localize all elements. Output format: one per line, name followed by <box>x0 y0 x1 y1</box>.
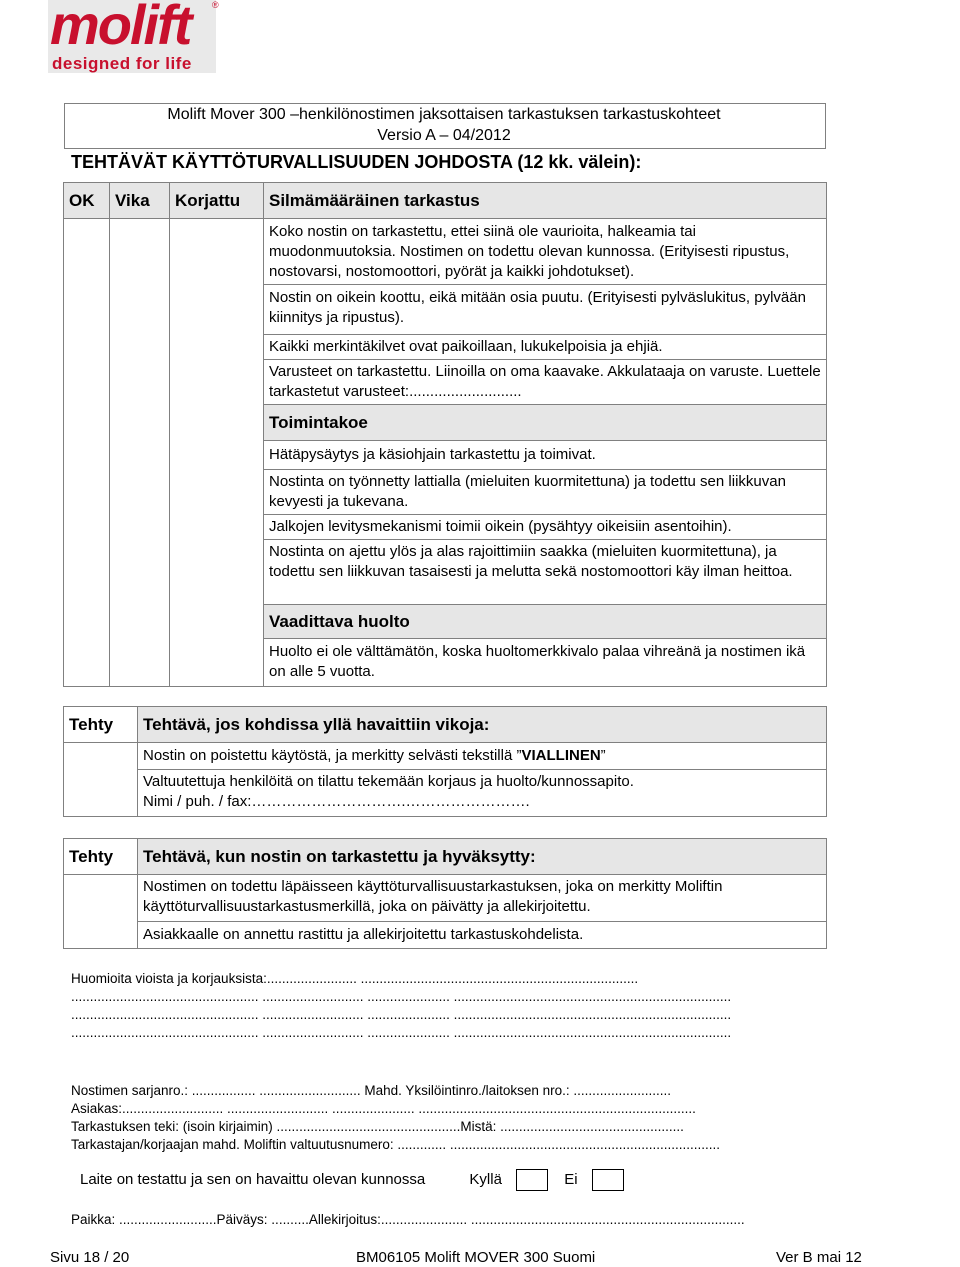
tehty-checkbox-column[interactable] <box>64 743 138 817</box>
approval-item: Nostimen on todettu läpäisseen käyttöturvallisuustarkastuksen, joka on merkitty Moliftin käyttöturvallisuustarkastusmerkillä, joka on päivätty ja allekirjoitettu. <box>138 875 827 922</box>
approval-table <box>63 838 827 949</box>
logo-tagline: designed for life <box>52 54 192 73</box>
viallinen-label: VIALLINEN <box>521 747 601 764</box>
table-row <box>64 875 827 922</box>
notes-line[interactable]: .................................................. ........................... ...................... .......................................................................... <box>71 1025 732 1040</box>
logo-brand: molift <box>50 0 191 56</box>
col-task: Tehtävä, kun nostin on tarkastettu ja hyväksytty: <box>138 839 827 875</box>
inspection-item: Nostin on oikein koottu, eikä mitään osia puutu. (Erityisesti pylväslukitus, pylvään kiinnitys ja ripustus). <box>264 285 827 335</box>
subsection-toimintakoe: Toimintakoe <box>264 405 827 441</box>
table-row <box>64 219 827 285</box>
fault-action-item <box>138 743 827 770</box>
table-row <box>64 922 827 949</box>
tehty-checkbox-column[interactable] <box>64 875 138 949</box>
vika-checkbox-column[interactable] <box>110 219 170 687</box>
fault-action-text: Nostin on poistettu käytöstä, ja merkitty selvästi tekstillä ” <box>143 747 522 764</box>
yes-checkbox[interactable] <box>516 1169 548 1191</box>
table-row <box>64 743 827 770</box>
fault-actions-header <box>64 707 827 743</box>
notes-section <box>71 970 731 1042</box>
inspection-table-header <box>64 183 827 219</box>
fault-action-item <box>138 770 827 817</box>
ok-checkbox-column[interactable] <box>64 219 110 687</box>
col-tehty: Tehty <box>64 839 138 875</box>
inspection-item: Varusteet on tarkastettu. Liinoilla on oma kaavake. Akkulataaja on varuste. Luettele tarkastetut varusteet:........................... <box>264 360 827 405</box>
fault-actions-table <box>63 706 827 817</box>
col-korjattu: Korjattu <box>170 183 264 219</box>
notes-line[interactable]: Huomioita vioista ja korjauksista:........................ .......................................................................... <box>71 971 639 986</box>
inspection-item: Kaikki merkintäkilvet ovat paikoillaan, lukukelpoisia ja ehjiä. <box>264 335 827 360</box>
fault-action-quote: ” <box>600 747 606 764</box>
inspection-item: Nostinta on työnnetty lattialla (mieluiten kuormitettuna) ja todettu sen liikkuvan kevyesti ja tukevana. <box>264 470 827 515</box>
document-version-footer: Ver B mai 12 <box>776 1249 862 1266</box>
page-number: Sivu 18 / 20 <box>50 1249 130 1266</box>
no-checkbox[interactable] <box>592 1169 624 1191</box>
serial-number-field[interactable]: Nostimen sarjanro.: ................. ........................... Mahd. Yksilöintinro./laitoksen nro.: .......................... <box>71 1083 671 1098</box>
inspection-item: Jalkojen levitysmekanismi toimii oikein (pysähtyy oikeisiin asentoihin). <box>264 515 827 540</box>
col-vika: Vika <box>110 183 170 219</box>
signature-field[interactable]: Paikka: ..........................Päiväys: ..........Allekirjoitus:....................... ......................................................................... <box>71 1212 745 1227</box>
fault-action-text: Valtuutettuja henkilöitä on tilattu tekemään korjaus ja huolto/kunnossapito. <box>143 773 634 790</box>
yes-label: Kyllä <box>469 1170 502 1188</box>
korjattu-checkbox-column[interactable] <box>170 219 264 687</box>
inspector-field[interactable]: Tarkastuksen teki: (isoin kirjaimin) .................................................Mistä: ................................................. <box>71 1119 684 1134</box>
col-ok: OK <box>64 183 110 219</box>
confirmation-row <box>80 1169 780 1191</box>
approval-header <box>64 839 827 875</box>
no-label: Ei <box>564 1170 578 1188</box>
inspection-item: Koko nostin on tarkastettu, ettei siinä ole vaurioita, halkeamia tai muodonmuutoksia. Nostimen on todettu olevan kunnossa. (Erityisesti ripustus, nostovarsi, nostomoottori, pyörät ja kaikki johdotukset). <box>264 219 827 285</box>
document-title: Molift Mover 300 –henkilönostimen jaksottaisen tarkastuksen tarkastuskohteet <box>167 106 721 123</box>
inspection-item: Huolto ei ole välttämätön, koska huoltomerkkivalo palaa vihreänä ja nostimen ikä on alle 5 vuotta. <box>264 639 827 687</box>
section-heading: TEHTÄVÄT KÄYTTÖTURVALLISUUDEN JOHDOSTA (12 kk. välein): <box>71 152 642 172</box>
col-task: Tehtävä, jos kohdissa yllä havaittiin vikoja: <box>138 707 827 743</box>
contact-field: Nimi / puh. / fax:………………………….……………………. <box>143 793 530 810</box>
authorization-field[interactable]: Tarkastajan/korjaajan mahd. Moliftin valtuutusnumero: ............. ........................................................................ <box>71 1137 720 1152</box>
info-section <box>71 1082 720 1154</box>
subsection-vaadittava-huolto: Vaadittava huolto <box>264 605 827 639</box>
approval-item: Asiakkaalle on annettu rastittu ja allekirjoitettu tarkastuskohdelista. <box>138 922 827 949</box>
col-tehty: Tehty <box>64 707 138 743</box>
document-version: Versio A – 04/2012 <box>377 127 511 144</box>
table-row <box>64 770 827 817</box>
col-inspection: Silmämääräinen tarkastus <box>264 183 827 219</box>
confirmation-text: Laite on testattu ja sen on havaittu olevan kunnossa <box>80 1170 426 1188</box>
inspection-table <box>63 182 827 687</box>
document-code: BM06105 Molift MOVER 300 Suomi <box>356 1249 596 1266</box>
inspection-item: Nostinta on ajettu ylös ja alas rajoittimiin saakka (mieluiten kuormitettuna), ja todettu sen liikkuvan tasaisesti ja melutta sekä nostomoottori käy ilman heittoa. <box>264 540 827 605</box>
inspection-item: Hätäpysäytys ja käsiohjain tarkastettu ja toimivat. <box>264 441 827 470</box>
notes-line[interactable]: .................................................. ........................... ...................... .......................................................................... <box>71 989 732 1004</box>
logo-registered-mark: ® <box>212 0 219 10</box>
customer-field[interactable]: Asiakas:........................... ........................... ...................... .......................................................................... <box>71 1101 696 1116</box>
notes-line[interactable]: .................................................. ........................... ...................... .......................................................................... <box>71 1007 732 1022</box>
